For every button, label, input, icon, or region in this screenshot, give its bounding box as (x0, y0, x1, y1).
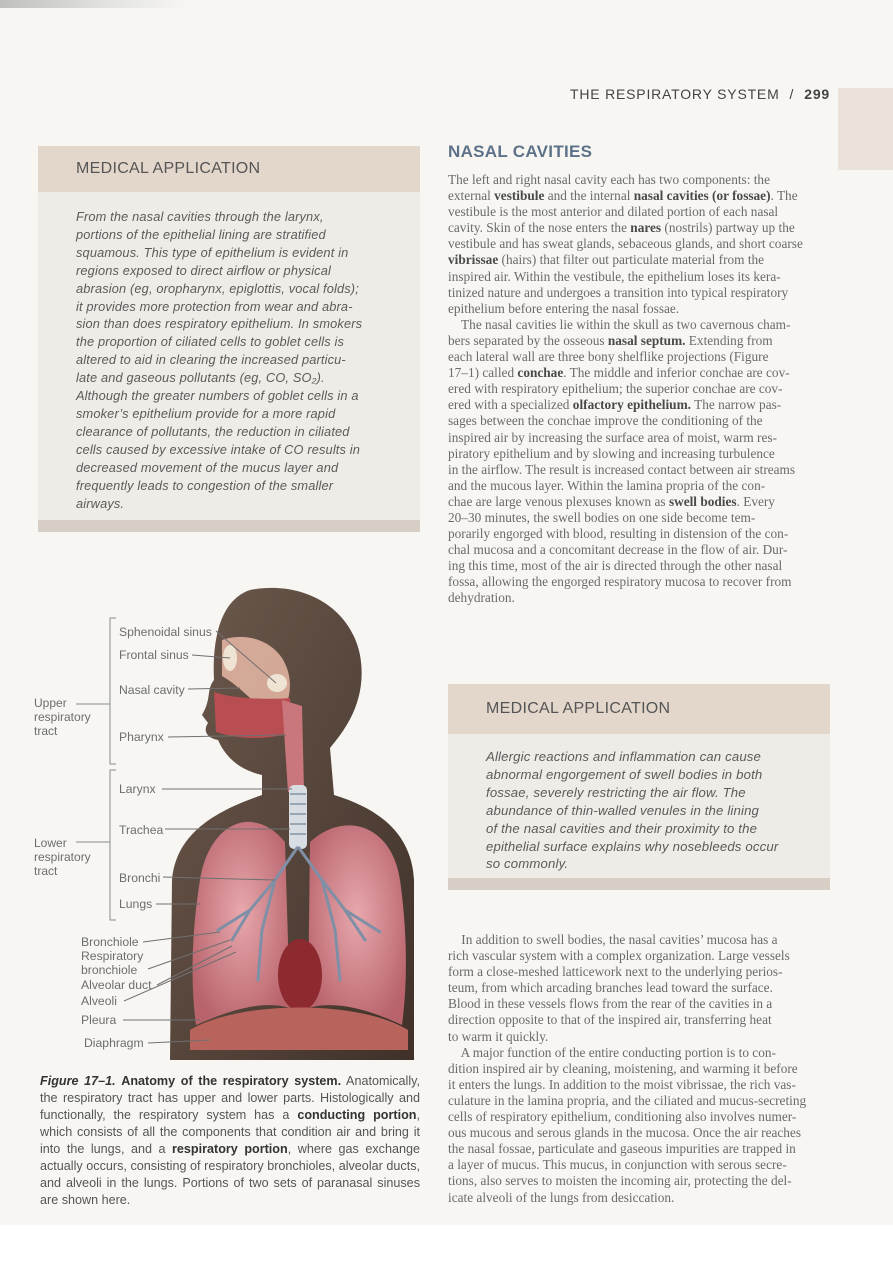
bold-term: nares (630, 220, 662, 236)
text-line: rich vascular system with a complex organization. Large vessels (448, 948, 790, 964)
medical-application-heading: MEDICAL APPLICATION (38, 146, 420, 192)
text-line: 20–30 minutes, the swell bodies on one side become tem- (448, 509, 756, 525)
text-line: of the nasal cavities and their proximity to the (486, 820, 758, 836)
text-line: From the nasal cavities through the larynx, (76, 209, 324, 224)
text-line: tions, also serves to moisten the incoming air, protecting the del- (448, 1173, 792, 1189)
text-line: teum, from which arcading branches lead toward the surface. (448, 980, 773, 996)
text-line: cells of respiratory epithelium, conditioning also involves numer- (448, 1109, 797, 1125)
text-line: altered to aid in clearing the increased particu- (76, 352, 346, 368)
figure-caption (40, 1073, 420, 1209)
text-line: a layer of mucus. This mucus, in conjunction with serous secre- (448, 1157, 787, 1173)
lungs-label: Lungs (119, 897, 153, 911)
running-head-title: THE RESPIRATORY SYSTEM (570, 86, 780, 102)
text-line: sion than does respiratory epithelium. In smokers (76, 316, 363, 332)
respiratory-anatomy-illustration (0, 580, 430, 1060)
text-line: abrasion (eg, oropharynx, epiglottis, vocal folds); (76, 280, 359, 296)
oral-cavity-shape (214, 692, 292, 738)
bronchiole-label: Bronchiole (81, 935, 139, 949)
frontal-sinus-label: Frontal sinus (119, 648, 189, 662)
body-text-conditioning (448, 932, 833, 1206)
text-line: abundance of thin-walled venules in the lining (486, 802, 760, 818)
larynx-label: Larynx (119, 782, 156, 796)
bold-term: nasal cavities (or fossae) (633, 188, 771, 204)
bold-term: nasal septum. (607, 332, 686, 348)
text-line: piratory epithelium and by slowing and increasing turbulence (448, 445, 775, 461)
medical-application-heading: MEDICAL APPLICATION (448, 684, 830, 734)
text-line: so commonly. (486, 856, 569, 872)
text-line: clearance of pollutants, the reduction in ciliated (76, 423, 350, 439)
text-line: inspired air by increasing the surface area of moist, warm res- (448, 429, 777, 445)
medical-application-text (76, 208, 420, 512)
text-line: smoker’s epithelium provide for a more rapid (76, 405, 336, 421)
text-line: decreased movement of the mucus layer and (76, 459, 339, 475)
text-line: A major function of the entire conducting portion is to con- (448, 1044, 776, 1060)
text-line: culature in the lamina propria, and the ciliated and mucus-secreting (448, 1092, 807, 1108)
text-line: epithelial surface explains why nosebleeds occur (486, 838, 779, 854)
alveolar-duct-label: Alveolar duct (81, 978, 152, 992)
figure-caption-text: Anatomically, the respiratory tract has upper and lower parts. Histologically and functionally, the respiratory system has a conducting portion, which consists of all the components that condition air and bring it into the lungs, and a respiratory portion, where gas exchange actually occurs, consisting of respiratory bronchioles, alveolar ducts, and alveoli in the lungs. Portions of two sets of paranasal sinuses are shown here. (40, 1074, 420, 1207)
body-text-nasal-cavities (448, 172, 833, 607)
text-line: portions of the epithelial lining are stratified (76, 226, 326, 242)
text-line: and the mucous layer. Within the lamina propria of the con- (448, 477, 766, 493)
bold-term: vibrissae (448, 252, 499, 268)
text-line: Although the greater numbers of goblet cells in a (76, 388, 359, 404)
section-title: NASAL CAVITIES (448, 142, 593, 161)
figure-caption-title: Anatomy of the respiratory system. (121, 1074, 342, 1088)
text-line: epithelium before entering the nasal fossae. (448, 300, 680, 316)
figure-respiratory-anatomy (0, 580, 430, 1060)
text-line: Allergic reactions and inflammation can cause (486, 749, 762, 764)
page-bottom-margin (0, 1225, 893, 1263)
text-line: Blood in these vessels flows from the rear of the cavities in a (448, 996, 773, 1012)
text-line: vestibule is the most anterior and dilated portion of each nasal (448, 204, 779, 220)
text-line: squamous. This type of epithelium is evident in (76, 244, 349, 260)
pleura-label: Pleura (81, 1013, 117, 1027)
text-line: in the airflow. The result is increased contact between air streams (448, 461, 796, 477)
text-line: 17–1) called conchae. The middle and inferior conchae are cov- (448, 365, 790, 381)
text-line: airways. (76, 495, 125, 511)
running-head (560, 86, 830, 102)
text-line: external vestibule and the internal nasal cavities (or fossae). The (448, 188, 798, 204)
text-line: ered with respiratory epithelium; the superior conchae are cov- (448, 381, 783, 397)
thumb-tab (838, 88, 893, 170)
text-line: fossae, severely restricting the air flow. The (486, 784, 746, 800)
respiratory-bronchiole-label-line1: Respiratory (81, 949, 144, 963)
text-line: sages between the conchae improve the conditioning of the (448, 413, 763, 429)
figure-caption-label: Figure 17–1. (40, 1074, 116, 1088)
text-line: the proportion of ciliated cells to goblet cells is (76, 334, 344, 350)
text-line: late and gaseous pollutants (eg, CO, SO₂). (76, 370, 325, 386)
text-line: icate alveoli of the lungs from desiccation. (448, 1189, 675, 1205)
text-line: inspired air. Within the vestibule, the epithelium loses its kera- (448, 268, 781, 284)
scan-edge-shadow (0, 0, 190, 8)
sphenoidal-sinus-shape (267, 674, 287, 692)
medical-application-text (486, 748, 830, 873)
bold-term: vestibule (494, 188, 545, 204)
nasal-cavity-label: Nasal cavity (119, 683, 185, 697)
medical-application-box-left (38, 146, 420, 532)
bold-term: conchae (517, 365, 564, 381)
text-line: chal mucosa and a concomitant decrease in the flow of air. Dur- (448, 542, 788, 558)
text-line: it provides more protection from wear and abra- (76, 298, 353, 314)
alveoli-label: Alveoli (81, 994, 117, 1008)
text-line: frequently leads to congestion of the smaller (76, 477, 334, 493)
trachea-label: Trachea (119, 823, 164, 837)
text-line: bers separated by the osseous nasal septum. Extending from (448, 332, 773, 348)
text-line: vibrissae (hairs) that filter out particulate material from the (448, 252, 765, 268)
text-line: direction opposite to that of the inspired air, transferring heat (448, 1012, 772, 1028)
text-line: tinized nature and undergoes a transition into typical respiratory (448, 284, 789, 300)
bold-term: swell bodies (668, 493, 737, 509)
text-line: dition inspired air by cleaning, moistening, and warming it before (448, 1060, 798, 1076)
running-head-separator: / (789, 86, 795, 102)
text-line: to warm it quickly. (448, 1028, 549, 1044)
upper-respiratory-tract-label: Upper respiratory tract (34, 696, 91, 738)
text-line: The left and right nasal cavity each has two components: the (448, 172, 770, 187)
bold-term: conducting portion (297, 1108, 417, 1122)
text-line: ous mucous and serous glands in the mucosa. Once the air reaches (448, 1125, 802, 1141)
text-line: chae are large venous plexuses known as swell bodies. Every (448, 493, 775, 509)
text-line: it enters the lungs. In addition to the moist vibrissae, the rich vas- (448, 1076, 796, 1092)
text-line: the nasal fossae, particulate and gaseous impurities are trapped in (448, 1141, 796, 1157)
respiratory-bronchiole-label-line2: bronchiole (81, 963, 138, 977)
text-line: The nasal cavities lie within the skull as two cavernous cham- (448, 316, 791, 332)
page-number: 299 (804, 86, 830, 102)
text-line: porarily engorged with blood, resulting in distension of the con- (448, 526, 789, 542)
medical-application-rule (448, 878, 830, 890)
text-line: ered with a specialized olfactory epithelium. The narrow pas- (448, 397, 782, 413)
text-line: abnormal engorgement of swell bodies in both (486, 766, 763, 782)
lower-respiratory-tract-label: Lower respiratory tract (34, 836, 91, 878)
pharynx-label: Pharynx (119, 730, 164, 744)
diaphragm-label: Diaphragm (84, 1036, 144, 1050)
left-lung-shape (308, 825, 406, 1025)
text-line: In addition to swell bodies, the nasal cavities’ mucosa has a (448, 932, 778, 947)
text-line: ing this time, most of the air is directed through the other nasal (448, 558, 783, 574)
heart-shape (278, 939, 322, 1011)
text-line: vestibule and has sweat glands, sebaceous glands, and short coarse (448, 236, 803, 252)
bronchi-label: Bronchi (119, 871, 161, 885)
sphenoidal-sinus-label: Sphenoidal sinus (119, 625, 212, 639)
bold-term: olfactory epithelium. (572, 397, 691, 413)
text-line: cells caused by excessive intake of CO results in (76, 441, 361, 457)
text-line: regions exposed to direct airflow or physical (76, 262, 331, 278)
text-line: form a close-meshed latticework next to the underlying perios- (448, 964, 783, 980)
bold-term: respiratory portion (172, 1142, 288, 1156)
text-line: cavity. Skin of the nose enters the nares (nostrils) partway up the (448, 220, 795, 236)
medical-application-rule (38, 520, 420, 532)
medical-application-box-right (448, 684, 830, 890)
text-line: each lateral wall are three bony shelflike projections (Figure (448, 349, 769, 365)
text-line: dehydration. (448, 590, 515, 606)
text-line: fossa, allowing the engorged respiratory mucosa to recover from (448, 574, 792, 590)
